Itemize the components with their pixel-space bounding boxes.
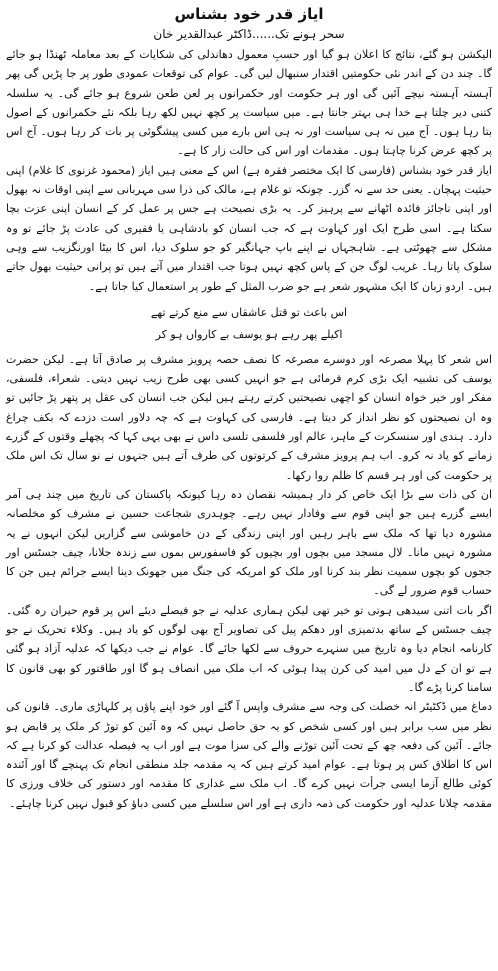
verse-line: اس باعث تو قتل عاشقاں سے منع کرتے تھے [150, 305, 348, 319]
poetry-verse [29, 302, 469, 346]
article-title: ایاز قدر خود بشناس [174, 5, 324, 23]
verse-line: اکیلے پھر رہے ہو یوسف بے کارواں ہو کر [155, 327, 343, 341]
article-paragraph: اس شعر کا پہلا مصرعہ اور دوسرے مصرعہ کا نصف حصہ پرویز مشرف پر صادق آتا ہے۔ لیکن حضرت یوسف کی تشبیہ ایک بڑی کرم فرمائی ہے جو انہیں کسی بھی طرح زیب نہیں دیتی۔ شعراء، فلسفی، مفکر اور خیر خواہ انسان کو اچھی نصیحتیں کرتے رہتے ہیں لیکن جب انسان کی عقل پر پتھر پڑ جائیں تو وہ ان نصیحتوں کو نظر انداز کر دیتا ہے۔ فارسی کی کہاوت ہے کہ چہ دلاور است دزدے کہ بکف چراغ دارد۔ ہندی اور سنسکرت کے ماہر، عالم اور فلسفی تلسی داس نے بھی یہی کہا کہ پچھلے وقتوں کے گزرے زمانے کو یاد نہ کرو۔ اب ہم پرویز مشرف کے کرتوتوں کی طرف آتے ہیں جنہوں نے نو سال تک اس ملک پر حکومت کی اور ہر قسم کا ظلم روا رکھا۔ [6, 352, 492, 482]
article-paragraph: الیکشن ہو گئے، نتائج کا اعلان ہو گیا اور حسبِ معمول دھاندلی کی شکایات کے بعد معاملہ ٹھنڈا ہو جائے گا۔ چند دن کے اندر نئی حکومتیں اقتدار سنبھال لیں گی۔ عوام کی توقعات عمودی طور پر جا پڑیں گی پھر آہستہ آہستہ نیچے آئیں گی اور ہر حکومت اور حکمرانوں پر لعن طعن شروع ہو جائے گی۔ یہ سلسلہ کتنی دیر چلتا ہے خدا ہی بہتر جانتا ہے۔ میں سیاست پر کچھ نہیں لکھ رہا بلکہ نئے حکمرانوں کے اصول بتا رہا ہوں۔ آج میں نہ ہی سیاست اور نہ ہی اس بارے میں کسی پیشگوئی پر بات کر رہا ہوں۔ آج اس پر کچھ عرض کرنا چاہتا ہوں۔ مقدمات اور اس کی حالت زار کا ہے۔ [6, 48, 492, 158]
article-paragraph: ان کی ذات سے بڑا ایک خاص کر دار ہمیشہ نقصان دہ رہا کیونکہ پاکستان کی تاریخ میں چند ہی آمر ایسے گزرے ہیں جو اپنی قوم سے وفادار نہیں رہے۔ چوہدری شجاعت حسین نے مشرف کو مخلصانہ مشورہ دیا تھا کہ ملک سے باہر رہیں اور اپنی زندگی کے دن خاموشی سے گزاریں لیکن انہوں نے یہ مشورہ نہیں مانا۔ لال مسجد میں بچوں اور بچیوں کو فاسفورس بموں سے زندہ جلانا، چیف جسٹس اور ججوں کو بچوں سمیت نظر بند کرنا اور ملک کو امریکہ کی جنگ میں جھونک دینا ایسے جرائم ہیں جن کا حساب قوم ضرور لے گی۔ [6, 487, 493, 598]
article-paragraph: دماغ میں ڈکٹیٹر انہ خصلت کی وجہ سے مشرف واپس آ گئے اور خود اپنے پاؤں پر کلہاڑی ماری۔ قانون کی نظر میں سب برابر ہیں اور کسی شخص کو یہ حق حاصل نہیں کہ وہ آئین کو توڑ کر ملک پر قابض ہو جائے۔ آئین کی دفعہ چھ کے تحت آئین توڑنے والے کی سزا موت ہے اور اب یہ فیصلہ عدالت کو کرنا ہے کہ اس کا اطلاق کس پر ہوتا ہے۔ عوام امید کرتے ہیں کہ یہ مقدمہ جلد منطقی انجام تک پہنچے گا اور آئندہ کوئی طالع آزما ایسی جرأت نہیں کرے گا۔ اب ملک سے غداری کا مقدمہ اور دستور کی خلاف ورزی کا مقدمہ چلانا عدلیہ اور حکومت کی ذمہ داری ہے اور اس سلسلے میں کسی دباؤ کو قبول نہیں کرنا چاہئے۔ [6, 700, 492, 810]
article-byline: سحر ہونے تک......ڈاکٹر عبدالقدیر خان [153, 27, 345, 41]
article-paragraph: اگر بات اتنی سیدھی ہوتی تو خیر تھی لیکن ہماری عدلیہ نے جو فیصلے دیئے اس پر قوم حیران رہ گئی۔ چیف جسٹس کے ساتھ بدتمیزی اور دھکم پیل کی تصاویر آج بھی لوگوں کو یاد ہیں۔ وکلاء تحریک نے جو کارنامہ انجام دیا وہ تاریخ میں سنہرے حروف سے لکھا جائے گا۔ عوام نے جب دیکھا کہ عدلیہ آزاد ہو گئی ہے تو ان کے دل میں امید کی کرن پیدا ہوئی کہ اب ملک میں انصاف ہو گا اور طاقتور کو بھی قانون کا سامنا کرنا پڑے گا۔ [6, 603, 492, 694]
article-paragraph: ایاز قدر خود بشناس (فارسی کا ایک مختصر فقرہ ہے) اس کے معنی ہیں ایاز (محمود غزنوی کا غلام) اپنی حیثیت پہچان۔ یعنی حد سے نہ گزر۔ چونکہ تو غلام ہے، مالک کی ذرا سی مہربانی سے اپنی اوقات نہ بھول اور اپنی ناجائز فائدہ اٹھانے سے پرہیز کر۔ یہ بڑی نصیحت ہے جس پر عمل کر کے انسان اپنی عزت بچا سکتا ہے۔ اسی طرح ایک اور کہاوت ہے کہ جب انسان کو بادشاہی یا فقیری کی عادت پڑ جائے تو وہ مشکل سے چھوٹتی ہے۔ شاہجہاں نے اپنے باپ جہانگیر کو جو سلوک دیا، اس کا بیٹا اورنگزیب سے وہی سلوک پاتا رہا۔ غریب لوگ جن کے پاس کچھ نہیں ہوتا جب اقتدار میں آتے ہیں تو پرانی حیثیت بھول جاتے ہیں۔ اردو زبان کا ایک مشہور شعر ہے جو ضرب المثل کے طور پر استعمال کیا جاتا ہے۔ [6, 163, 492, 293]
